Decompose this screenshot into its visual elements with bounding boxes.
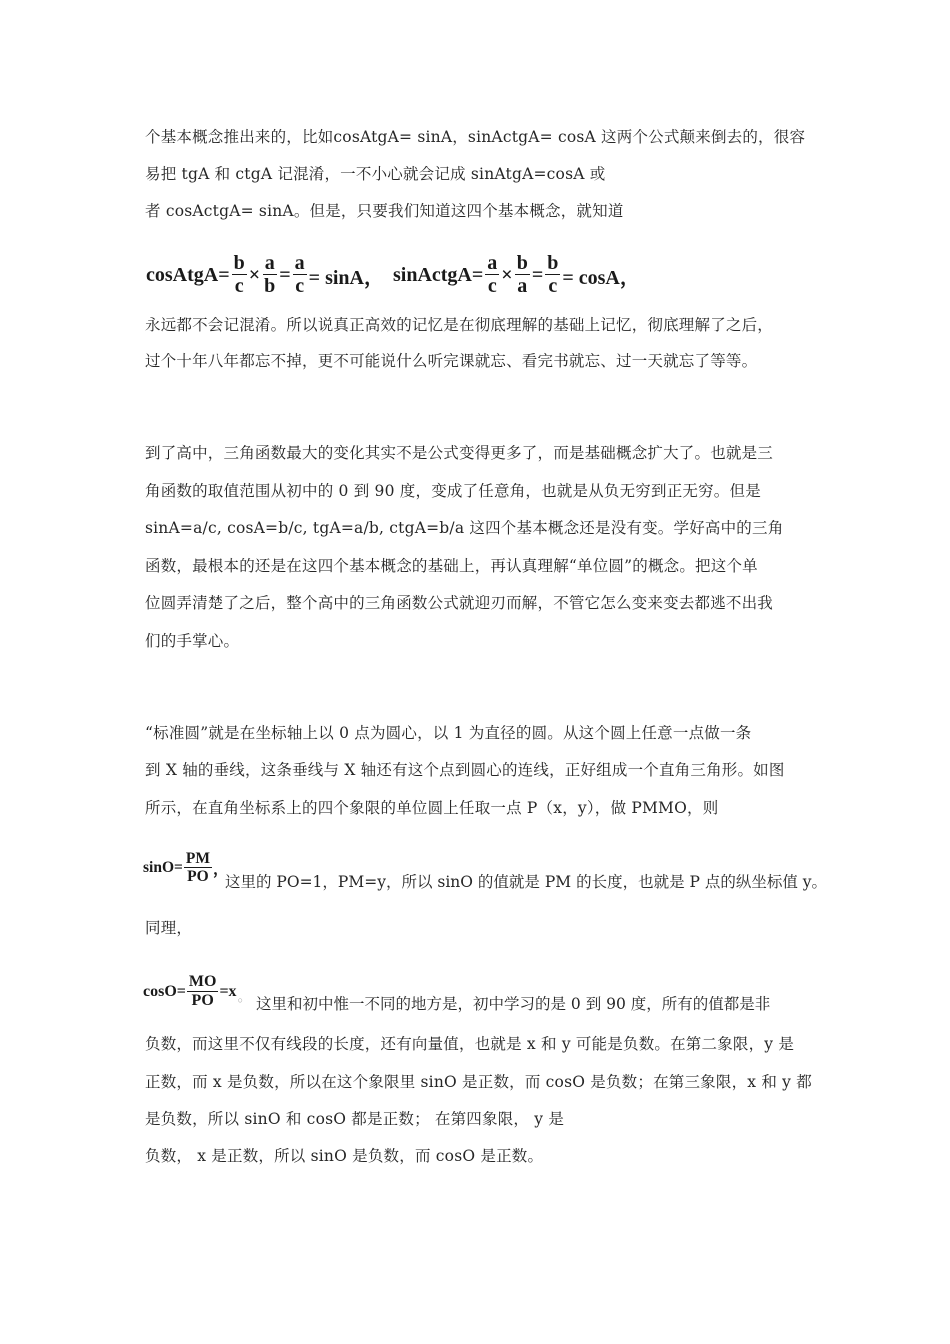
numerator: a bbox=[487, 252, 498, 274]
numerator: b bbox=[233, 252, 245, 274]
text-line: 这里和初中惟一不同的地方是，初中学习的是 0 到 90 度，所有的值都是非 bbox=[256, 995, 771, 1013]
numerator: PM bbox=[185, 850, 210, 867]
text-line: 负数， x 是正数，所以 sinO 是负数，而 cosO 是正数。 bbox=[145, 1147, 544, 1165]
fraction bbox=[187, 974, 219, 1009]
text-line: 个基本概念推出来的，比如cosAtgA= sinA，sinActgA= cosA 这两个公式颠来倒去的，很容 bbox=[145, 128, 806, 146]
denominator: c bbox=[295, 275, 305, 297]
text-line: 永远都不会记混淆。所以说真正高效的记忆是在彻底理解的基础上记忆，彻底理解了之后， bbox=[145, 316, 774, 334]
formula-text: cosAtgA= bbox=[146, 263, 230, 286]
text-line: 位圆弄清楚了之后，整个高中的三角函数公式就迎刃而解，不管它怎么变来变去都逃不出我 bbox=[145, 594, 774, 612]
fraction bbox=[515, 253, 530, 297]
denominator: a bbox=[517, 275, 528, 297]
formula-text: = cosA， bbox=[562, 266, 640, 289]
fraction bbox=[545, 253, 560, 297]
fraction bbox=[262, 253, 277, 297]
text-line: 到了高中，三角函数最大的变化其实不是公式变得更多了，而是基础概念扩大了。也就是三 bbox=[145, 444, 774, 462]
formula-text: cosO= bbox=[143, 982, 186, 1000]
text-line: sinA=a/c, cosA=b/c, tgA=a/b, ctgA=b/a 这四个基本概念还是没有变。学好高中的三角 bbox=[145, 519, 784, 537]
numerator: b bbox=[547, 252, 559, 274]
text-line: 过个十年八年都忘不掉，更不可能说什么听完课就忘、看完书就忘、过一天就忘了等等。 bbox=[145, 352, 758, 370]
fraction bbox=[293, 253, 307, 297]
fraction bbox=[232, 253, 247, 297]
text-line: 是负数，所以 sinO 和 cosO 都是正数； 在第四象限， y 是 bbox=[145, 1110, 565, 1128]
text-line: 易把 tgA 和 ctgA 记混淆，一不小心就会记成 sinAtgA=cosA 或 bbox=[145, 165, 606, 183]
text-line: 们的手掌心。 bbox=[145, 632, 240, 650]
formula-sin bbox=[143, 851, 228, 885]
numerator: a bbox=[264, 252, 275, 274]
formula-text: sinActgA= bbox=[392, 263, 484, 286]
text-line: 到 X 轴的垂线，这条垂线与 X 轴还有这个点到圆心的连线，正好组成一个直角三角形。如图 bbox=[145, 761, 785, 779]
text-line: 同理， bbox=[145, 919, 193, 937]
formula-text: = sinA， bbox=[308, 266, 384, 289]
times-sign: × bbox=[501, 263, 513, 286]
equals-sign: = bbox=[279, 263, 291, 286]
formula-text: sinO= bbox=[143, 859, 183, 877]
text-line: 负数，而这里不仅有线段的长度，还有向量值，也就是 x 和 y 可能是负数。在第二象限，y 是 bbox=[145, 1035, 795, 1053]
text-line: 角函数的取值范围从初中的 0 到 90 度，变成了任意角，也就是从负无穷到正无穷。但是 bbox=[145, 482, 761, 500]
denominator: c bbox=[487, 275, 497, 297]
text-line: 所示，在直角坐标系上的四个象限的单位圆上任取一点 P（x，y），做 PMMO，则 bbox=[145, 799, 719, 817]
equals-sign: = bbox=[531, 263, 544, 286]
text-line: 正数，而 x 是负数，所以在这个象限里 sinO 是正数，而 cosO 是负数；在第三象限，x 和 y 都 bbox=[145, 1073, 812, 1091]
text-line: 者 cosActgA= sinA。但是，只要我们知道这四个基本概念，就知道 bbox=[145, 202, 624, 220]
fraction bbox=[184, 851, 212, 885]
times-sign: × bbox=[248, 263, 261, 286]
denominator: c bbox=[234, 275, 244, 297]
denominator: PO bbox=[191, 991, 214, 1009]
numerator: MO bbox=[188, 973, 217, 990]
numerator: b bbox=[516, 252, 528, 274]
circle-mark: ○ bbox=[237, 995, 243, 1006]
denominator: PO bbox=[187, 868, 209, 886]
fraction bbox=[485, 253, 499, 297]
denominator: c bbox=[548, 275, 558, 297]
denominator: b bbox=[264, 275, 276, 297]
formula-text: =x bbox=[219, 982, 237, 1000]
text-line: “标准圆”就是在坐标轴上以 0 点为圆心，以 1 为直径的圆。从这个圆上任意一点做一条 bbox=[145, 724, 752, 742]
numerator: a bbox=[294, 252, 305, 274]
formula-text: ， bbox=[212, 861, 229, 879]
formula-tg-ctg bbox=[145, 253, 641, 297]
text-line: 这里的 PO=1，PM=y，所以 sinO 的值就是 PM 的长度，也就是 P 点的纵坐标值 y。 bbox=[225, 873, 828, 891]
formula-cos bbox=[143, 974, 243, 1009]
text-line: 函数，最根本的还是在这四个基本概念的基础上，再认真理解“单位圆”的概念。把这个单 bbox=[145, 557, 758, 575]
